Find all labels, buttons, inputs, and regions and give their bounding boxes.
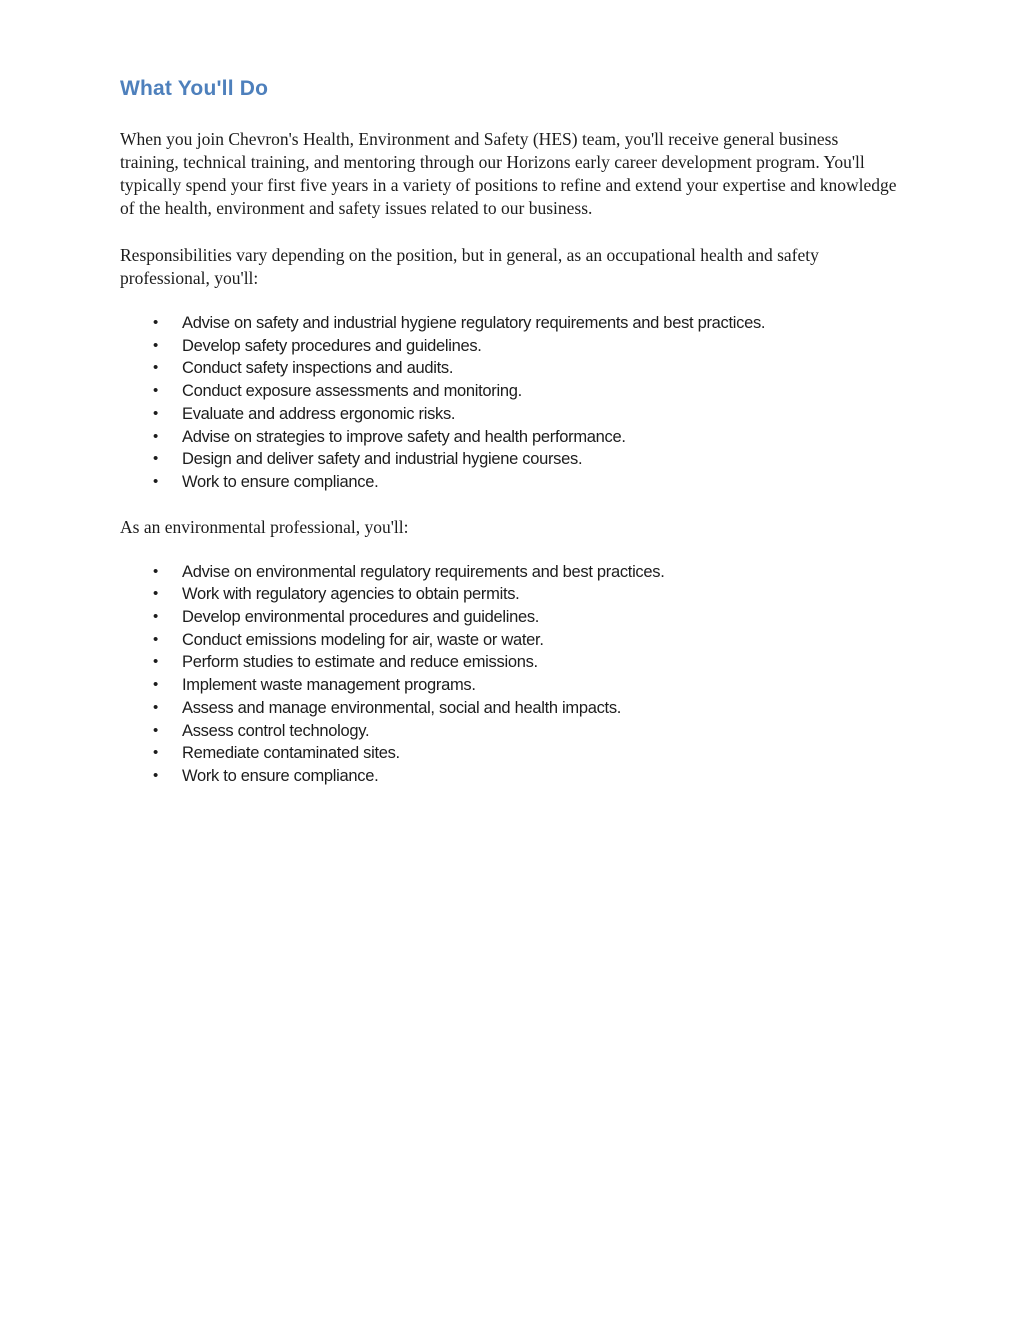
list-item-text: Advise on strategies to improve safety and health performance.	[182, 427, 626, 446]
bullet-icon: •	[153, 676, 158, 694]
list-item-text: Assess control technology.	[182, 721, 370, 740]
bullet-icon: •	[153, 450, 158, 468]
bullet-icon: •	[153, 562, 158, 580]
bullet-icon: •	[153, 404, 158, 422]
list-item	[120, 426, 898, 449]
list-item-text: Conduct emissions modeling for air, waste or water.	[182, 630, 544, 649]
list-item	[120, 403, 898, 426]
list-item-text: Conduct exposure assessments and monitoring.	[182, 382, 522, 401]
bullet-icon: •	[153, 336, 158, 354]
list-item-text: Advise on environmental regulatory requirements and best practices.	[182, 562, 665, 581]
bullet-icon: •	[153, 382, 158, 400]
list-item	[120, 720, 898, 743]
list-item	[120, 471, 898, 494]
intro-paragraph: When you join Chevron's Health, Environment and Safety (HES) team, you'll receive general business training, technical training, and mentoring through our Horizons early career development program. You'll typically spend your first five years in a variety of positions to refine and extend your expertise and knowledge of the health, environment and safety issues related to our business.	[120, 129, 897, 218]
bullet-icon: •	[153, 359, 158, 377]
list-item	[120, 651, 898, 674]
bullet-icon: •	[153, 630, 158, 648]
bullet-icon: •	[153, 766, 158, 784]
bullet-icon: •	[153, 653, 158, 671]
list-item-text: Develop environmental procedures and guidelines.	[182, 608, 540, 627]
list-item-text: Remediate contaminated sites.	[182, 744, 400, 763]
list-item	[120, 606, 898, 629]
bullet-icon: •	[153, 608, 158, 626]
list-item	[120, 674, 898, 697]
bullet-icon: •	[153, 721, 158, 739]
list-item	[120, 312, 898, 335]
document-content	[120, 76, 898, 788]
list-item	[120, 697, 898, 720]
list-item-text: Design and deliver safety and industrial hygiene courses.	[182, 450, 583, 469]
responsibilities-lead-paragraph: Responsibilities vary depending on the position, but in general, as an occupational health and safety professional, you'll:	[120, 245, 819, 288]
environmental-lead-paragraph: As an environmental professional, you'll:	[120, 516, 409, 537]
bullet-icon: •	[153, 585, 158, 603]
list-item	[120, 380, 898, 403]
bullet-icon: •	[153, 744, 158, 762]
list-item	[120, 335, 898, 358]
safety-responsibilities-list	[120, 312, 898, 494]
list-item-text: Work with regulatory agencies to obtain permits.	[182, 585, 520, 604]
list-item	[120, 561, 898, 584]
bullet-icon: •	[153, 427, 158, 445]
list-item-text: Perform studies to estimate and reduce emissions.	[182, 653, 538, 672]
list-item-text: Advise on safety and industrial hygiene regulatory requirements and best practices.	[182, 314, 766, 332]
bullet-icon: •	[153, 472, 158, 490]
bullet-icon: •	[153, 314, 158, 331]
list-item	[120, 629, 898, 652]
list-item	[120, 357, 898, 380]
list-item-text: Develop safety procedures and guidelines.	[182, 336, 482, 355]
bullet-icon: •	[153, 698, 158, 716]
list-item-text: Conduct safety inspections and audits.	[182, 359, 454, 378]
list-item-text: Work to ensure compliance.	[182, 766, 379, 785]
list-item	[120, 742, 898, 765]
list-item-text: Implement waste management programs.	[182, 676, 476, 695]
environmental-responsibilities-list	[120, 561, 898, 788]
list-item-text: Evaluate and address ergonomic risks.	[182, 404, 456, 423]
list-item	[120, 448, 898, 471]
list-item-text: Work to ensure compliance.	[182, 472, 379, 491]
list-item-text: Assess and manage environmental, social and health impacts.	[182, 698, 622, 717]
list-item	[120, 583, 898, 606]
list-item	[120, 765, 898, 788]
section-heading: What You'll Do	[120, 77, 269, 100]
